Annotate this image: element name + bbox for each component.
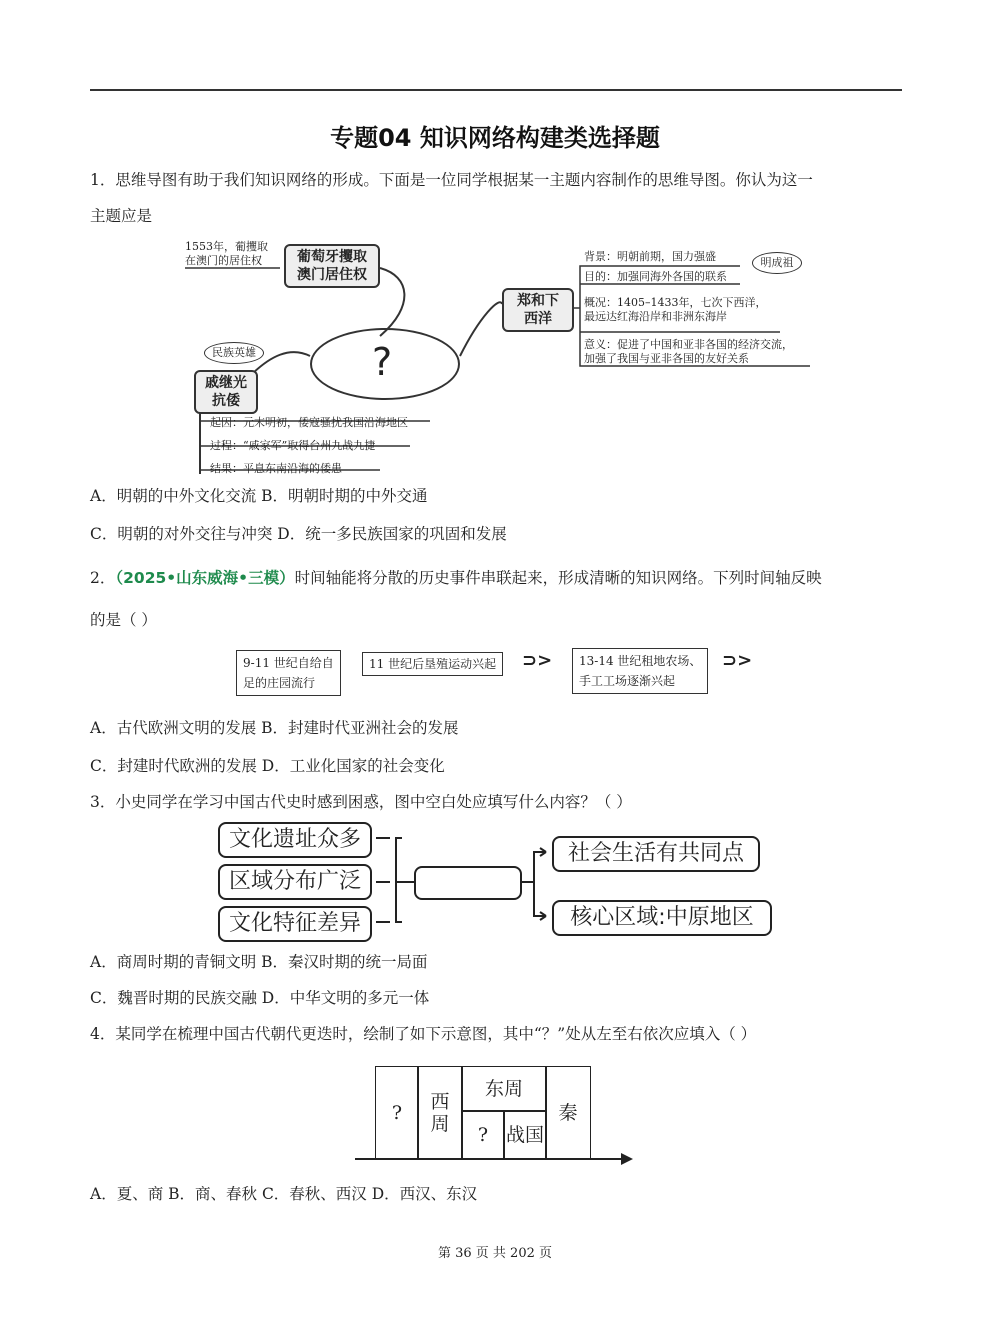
left-box-differences: 文化特征差异 xyxy=(218,906,372,942)
zheng-item-purpose: 目的：加强同海外各国的联系 xyxy=(584,270,727,283)
q2-options-line1: A．古代欧洲文明的发展 B．封建时代亚洲社会的发展 xyxy=(90,719,459,737)
cell-unknown-2: ? xyxy=(461,1110,505,1160)
timeline-arrow-1: ⊃> xyxy=(522,650,553,671)
timeline-event-2: 11 世纪后垦殖运动兴起 xyxy=(362,652,503,676)
header-rule xyxy=(90,89,902,91)
center-blank-box xyxy=(414,866,522,900)
zheng-item-significance: 意义：促进了中国和亚非各国的经济交流， 加强了我国与亚非各国的友好关系 xyxy=(584,338,793,365)
zheng-item-background: 背景：明朝前期，国力强盛 xyxy=(584,250,716,263)
cell-unknown-1: ? xyxy=(375,1066,419,1160)
q4-stem: 4．某同学在梳理中国古代朝代更迭时，绘制了如下示意图，其中“？”处从左至右依次应填入（ ） xyxy=(90,1025,757,1043)
qi-item-process: 过程：“戚家军”取得台州九战九捷 xyxy=(210,439,376,452)
cell-zhanguo: 战国 xyxy=(503,1110,547,1160)
q3-options-line1: A．商周时期的青铜文明 B．秦汉时期的统一局面 xyxy=(90,953,428,971)
q2-source: （2025•山东威海•三模） xyxy=(115,569,295,587)
q2-options-line2: C．封建时代欧洲的发展 D．工业化国家的社会变化 xyxy=(90,757,445,775)
qi-item-result: 结果：平息东南沿海的倭患 xyxy=(210,462,342,475)
left-box-sites: 文化遗址众多 xyxy=(218,822,372,858)
timeline-arrow-2: ⊃> xyxy=(722,650,753,671)
q2-stem-line2: 的是（ ） xyxy=(90,611,157,629)
portugal-note: 1553年，葡攫取 在澳门的居住权 xyxy=(185,240,268,267)
timeline-event-3: 13-14 世纪租地农场、 手工工场逐渐兴起 xyxy=(572,648,708,694)
qi-item-cause: 起因：元末明初，倭寇骚扰我国沿海地区 xyxy=(210,416,408,429)
right-box-core: 核心区域:中原地区 xyxy=(552,900,772,936)
time-axis xyxy=(355,1158,625,1160)
qi-bubble: 民族英雄 xyxy=(204,342,264,364)
q3-diagram xyxy=(216,822,776,942)
cell-dongzhou: 东周 xyxy=(461,1066,547,1112)
q1-stem-line2: 主题应是 xyxy=(90,207,153,225)
q1-mind-map xyxy=(180,236,820,476)
zheng-he-box: 郑和下 西洋 xyxy=(502,288,574,332)
cell-qin: 秦 xyxy=(545,1066,591,1160)
qi-jiguang-box: 戚继光 抗倭 xyxy=(194,370,258,414)
q4-diagram xyxy=(355,1062,635,1172)
left-box-distribution: 区域分布广泛 xyxy=(218,864,372,900)
q3-options-line2: C．魏晋时期的民族交融 D．中华文明的多元一体 xyxy=(90,989,430,1007)
q2-timeline xyxy=(236,648,756,708)
zheng-item-overview: 概况：1405–1433年，七次下西洋， 最远达红海沿岸和非洲东海岸 xyxy=(584,296,767,323)
portugal-box: 葡萄牙攫取 澳门居住权 xyxy=(284,244,380,288)
q2-stem-rest: 时间轴能将分散的历史事件串联起来，形成清晰的知识网络。下列时间轴反映 xyxy=(294,569,822,587)
cell-xizhou: 西 周 xyxy=(417,1066,463,1160)
q4-options: A．夏、商 B．商、春秋 C．春秋、西汉 D．西汉、东汉 xyxy=(90,1185,478,1203)
page-title: 专题04 知识网络构建类选择题 xyxy=(330,124,660,152)
center-question-mark: ? xyxy=(372,340,393,384)
q3-stem: 3．小史同学在学习中国古代史时感到困惑，图中空白处应填写什么内容？（ ） xyxy=(90,793,632,811)
q1-options-line2: C．明朝的对外交往与冲突 D．统一多民族国家的巩固和发展 xyxy=(90,525,507,543)
q2-stem-line1 xyxy=(90,568,822,588)
zheng-bubble: 明成祖 xyxy=(752,252,802,274)
axis-arrowhead xyxy=(621,1153,633,1165)
page-footer: 第 36 页 共 202 页 xyxy=(437,1246,553,1261)
q1-options-line1: A．明朝的中外文化交流 B．明朝时期的中外交通 xyxy=(90,487,428,505)
q2-num: 2． xyxy=(90,569,116,587)
timeline-event-1: 9-11 世纪自给自 足的庄园流行 xyxy=(236,650,341,696)
right-box-common: 社会生活有共同点 xyxy=(552,836,760,872)
q1-stem-line1: 1．思维导图有助于我们知识网络的形成。下面是一位同学根据某一主题内容制作的思维导图。你认为这一 xyxy=(90,171,813,189)
